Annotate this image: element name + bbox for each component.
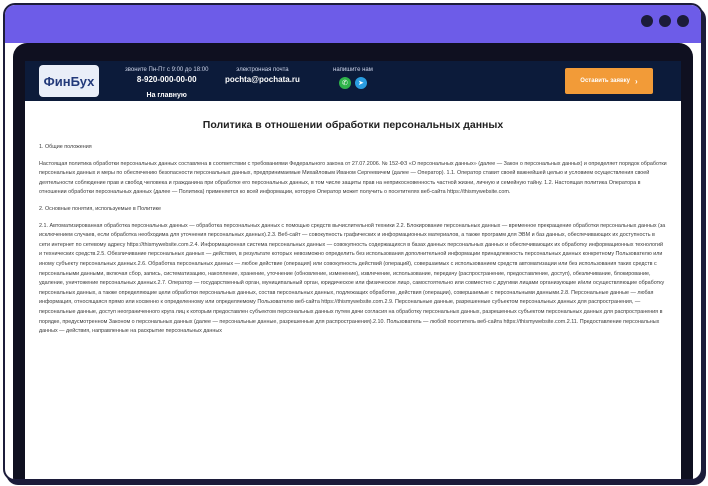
site-logo[interactable] bbox=[39, 65, 99, 97]
policy-paragraph: 2.1. Автоматизированная обработка персональных данных — обработка персональных данных с помощью средств вычислительной техники 2.2. Блокирование персональных данных — временное прекращение обработки персональных данных (за исключением случаев, если обработка необходима для уточнения персональных данных).2.3. Веб-сайт — совокупность графических и информационных материалов, а также программ для ЭВМ и баз данных, обеспечивающих их доступность в сети интернет по сетевому адресу https://thismywebsite.com.2.4. Информационная система персональных данных — совокупность содержащихся в базах данных персональных данных и обеспечивающих их обработку информационных технологий и технических средств.2.5. Обезличивание персональных данных — действия, в результате которых невозможно определить без использования дополнительной информации принадлежность персональных данных конкретному Пользователю или иному субъекту персональных данных.2.6. Обработка персональных данных — любое действие (операция) или совокупность действий (операций), совершаемых с использованием средств автоматизации или без использования таких средств с персональными данными, включая сбор, запись, систематизацию, накопление, хранение, уточнение (обновление, изменение), извлечение, использование, передачу (распространение, предоставление, доступ), обезличивание, блокирование, удаление, уничтожение персональных данных.2.7. Оператор — государственный орган, муниципальный орган, юридическое или физическое лицо, самостоятельно или совместно с другими лицами организующие и/или осуществляющие обработку персональных данных, а также определяющие цели обработки персональных данных, состав персональных данных, подлежащих обработке, действия (операции), совершаемые с персональными данными.2.8. Персональные данные — любая информация, относящаяся прямо или косвенно к определенному или определяемому Пользователю веб-сайта https://thismywebsite.com.2.9. Персональные данные, разрешенные субъектом персональных данных для распространения, — персональные данные, доступ неограниченного круга лиц к которым предоставлен субъектом персональных данных путем дачи согласия на обработку персональных данных, разрешенных субъектом персональных данных для распространения в порядке, предусмотренном Законом о персональных данных (далее — персональные данные, разрешенные для распространения).2.10. Пользователь — любой посетитель веб-сайта https://thismywebsite.com.2.11. Предоставление персональных данных — действия, направленные на раскрытие персональных данных bbox=[39, 222, 666, 335]
device-bezel bbox=[13, 43, 693, 479]
policy-content bbox=[25, 101, 681, 337]
phone-block bbox=[125, 67, 208, 99]
window-dot-icon bbox=[659, 15, 671, 27]
mockup-titlebar bbox=[5, 5, 701, 43]
chevron-right-icon: › bbox=[635, 76, 638, 86]
home-link[interactable]: На главную bbox=[146, 92, 187, 99]
page-title: Политика в отношении обработки персональных данных bbox=[202, 119, 504, 131]
leave-request-button[interactable] bbox=[565, 68, 653, 94]
email-hint: электронная почта bbox=[236, 67, 289, 73]
section-heading: 1. Общие положения bbox=[39, 144, 92, 150]
messenger-hint: напишите нам bbox=[333, 67, 373, 73]
browser-mockup bbox=[3, 3, 703, 481]
email-block bbox=[225, 67, 300, 84]
telegram-icon[interactable]: ➤ bbox=[355, 77, 367, 89]
window-dot-icon bbox=[677, 15, 689, 27]
site-header bbox=[25, 61, 681, 101]
section-heading: 2. Основные понятия, используемые в Политике bbox=[39, 205, 162, 212]
website-viewport[interactable] bbox=[25, 61, 681, 479]
email-link[interactable]: pochta@pochata.ru bbox=[225, 75, 300, 84]
logo-text: ФинБух bbox=[43, 73, 95, 89]
whatsapp-icon[interactable]: ✆ bbox=[339, 77, 351, 89]
cta-label: Оставить заявку bbox=[580, 78, 631, 84]
messenger-block bbox=[333, 67, 373, 89]
window-controls bbox=[641, 15, 689, 27]
window-dot-icon bbox=[641, 15, 653, 27]
phone-number[interactable]: 8-920-000-00-00 bbox=[136, 75, 197, 84]
messenger-icons bbox=[333, 77, 373, 89]
phone-hint: звоните Пн-Пт с 9:00 до 18:00 bbox=[125, 67, 209, 73]
policy-paragraph: Настоящая политика обработки персональных данных составлена в соответствии с требованиями Федерального закона от 27.07.2006. № 152-ФЗ «О персональных данных» (далее — Закон о персональных данных) и определяет порядок обработки персональных данных и меры по обеспечению безопасности персональных данных, предпринимаемые Михайловым Иваном Сергеевичем (далее — Оператор). 1.1. Оператор ставит своей важнейшей целью и условием осуществления своей деятельности соблюдение прав и свобод человека и гражданина при обработке его персональных данных, в том числе защиты прав на неприкосновенность частной жизни, личную и семейную тайну. 1.2. Настоящая политика Оператора в отношении обработки персональных данных (далее — Политика) применяется ко всей информации, которую Оператор может получить о посетителях веб-сайта https://thismywebsite.com. bbox=[39, 160, 667, 196]
